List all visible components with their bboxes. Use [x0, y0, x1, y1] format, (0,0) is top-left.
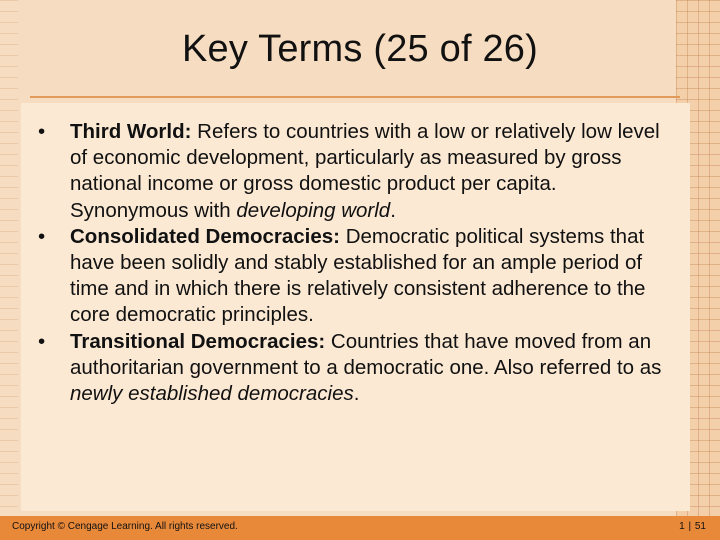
- page-total: 51: [694, 521, 706, 532]
- term-emphasis: newly established democracies: [70, 382, 354, 406]
- copyright-text: Copyright © Cengage Learning. All rights reserved.: [12, 521, 238, 532]
- slide-title: Key Terms (25 of 26): [181, 28, 538, 70]
- footer-bar: [0, 516, 720, 540]
- list-item-consolidated-democracies: [30, 224, 680, 329]
- term-label: Consolidated Democracies:: [70, 224, 340, 248]
- term-definition-end: .: [353, 382, 360, 406]
- term-definition: Democratic political systems that have been solidly and stably established for an ample period of time and in which there is relatively consistent adherence to the core democratic principles.: [70, 224, 646, 327]
- term-label: Third World:: [70, 120, 192, 143]
- term-emphasis: developing world: [236, 198, 391, 222]
- term-label: Transitional Democracies:: [70, 329, 326, 353]
- key-terms-list: [30, 119, 680, 407]
- page-separator: |: [688, 521, 692, 532]
- left-texture-strip: [0, 0, 18, 516]
- page-current: 1: [679, 521, 685, 532]
- bullet-icon: •: [38, 224, 46, 248]
- bullet-icon: •: [38, 120, 46, 143]
- term-definition: Countries that have moved from an authoritarian government to a democratic one. Also referred to as: [70, 329, 662, 379]
- term-definition: Refers to countries with a low or relatively low level of economic development, particularly as measured by gross national income or gross domestic product per capita. Synonymous with: [70, 120, 660, 222]
- list-item-third-world: [30, 119, 680, 224]
- page-indicator: [679, 521, 706, 532]
- list-item-transitional-democracies: [30, 329, 680, 408]
- bullet-icon: •: [38, 329, 46, 353]
- term-definition-end: .: [390, 198, 396, 222]
- title-divider: [30, 96, 680, 98]
